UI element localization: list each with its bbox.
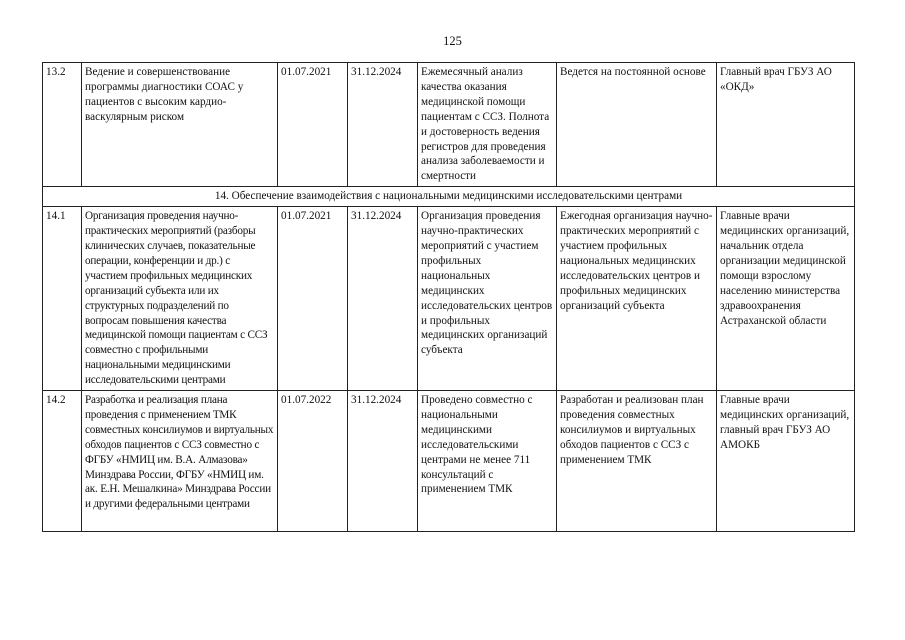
- row-number: 14.1: [43, 207, 82, 391]
- responsible-cell: Главный врач ГБУЗ АО «ОКД»: [717, 63, 855, 187]
- result-cell: Ежемесячный анализ качества оказания медицинской помощи пациентам с ССЗ. Полнота и достоверность ведения регистров для проведения анализа заболеваемости и смертности: [418, 63, 557, 187]
- result-cell: Организация проведения научно-практических мероприятий с участием профильных национальных медицинских исследовательских центров и профильных медицинских организаций субъекта: [418, 207, 557, 391]
- row-number: 13.2: [43, 63, 82, 187]
- control-cell: Разработан и реализован план проведения совместных консилиумов и виртуальных обходов пациентов с ССЗ с применением ТМК: [557, 391, 717, 532]
- end-date-cell: 31.12.2024: [348, 391, 418, 532]
- start-date-cell: 01.07.2021: [278, 207, 348, 391]
- start-date-cell: 01.07.2022: [278, 391, 348, 532]
- table-row: [43, 63, 855, 187]
- table-row: [43, 391, 855, 532]
- responsible-cell: Главные врачи медицинских организаций, главный врач ГБУЗ АО АМОКБ: [717, 391, 855, 532]
- row-number: 14.2: [43, 391, 82, 532]
- control-cell: Ежегодная организация научно-практических мероприятий с участием профильных национальных медицинских исследовательских центров и профильных медицинских организаций субъекта: [557, 207, 717, 391]
- measures-table: [42, 62, 855, 532]
- table-row: [43, 207, 855, 391]
- responsible-cell: Главные врачи медицинских организаций, начальник отдела организации медицинской помощи взрослому населению министерства здравоохранения Астраханской области: [717, 207, 855, 391]
- page-number: 125: [443, 34, 462, 48]
- section-header-row: [43, 187, 855, 207]
- end-date-cell: 31.12.2024: [348, 207, 418, 391]
- section-14-title: 14. Обеспечение взаимодействия с национальными медицинскими исследовательскими центрами: [43, 187, 855, 207]
- measure-cell: Ведение и совершенствование программы диагностики СОАС у пациентов с высоким кардио-васкулярным риском: [82, 63, 278, 187]
- start-date-cell: 01.07.2021: [278, 63, 348, 187]
- control-cell: Ведется на постоянной основе: [557, 63, 717, 187]
- end-date-cell: 31.12.2024: [348, 63, 418, 187]
- measure-cell: Организация проведения научно-практических мероприятий (разборы клинических случаев, показательные операции, конференции и др.) с участием профильных медицинских организаций субъекта или их структурных подразделений по вопросам повышения качества медицинской помощи пациентам с ССЗ совместно с профильными национальными медицинскими исследовательскими центрами: [82, 207, 278, 391]
- result-cell: Проведено совместно с национальными медицинскими исследовательскими центрами не менее 711 консультаций с применением ТМК: [418, 391, 557, 532]
- measure-cell: Разработка и реализация плана проведения с применением ТМК совместных консилиумов и виртуальных обходов пациентов с ССЗ совместно с ФГБУ «НМИЦ им. В.А. Алмазова» Минздрава России, ФГБУ «НМИЦ им. ак. Е.Н. Мешалкина» Минздрава России и другими федеральными центрами: [82, 391, 278, 532]
